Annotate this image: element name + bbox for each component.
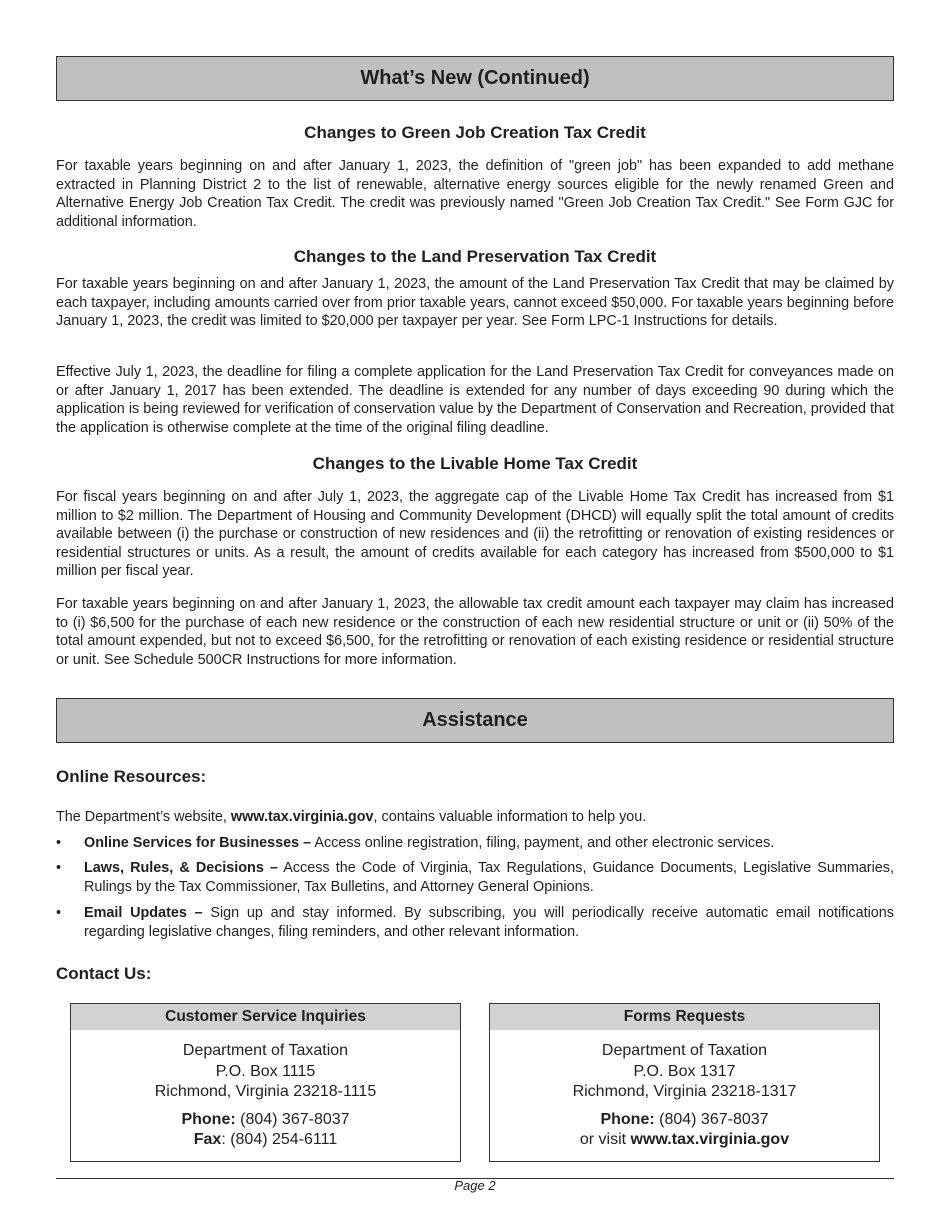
bullet-laws-rules: [56, 859, 894, 896]
customer-service-box: [70, 1003, 461, 1162]
customer-service-line-2: P.O. Box 1115: [215, 1062, 316, 1080]
bullet-laws-rules-text: Access the Code of Virginia, Tax Regulations, Guidance Documents, Legislative Summaries, Rulings by the Tax Commissioner, Tax Bulletins, and Attorney General Opinions.: [84, 860, 894, 895]
customer-service-fax: [71, 1130, 460, 1151]
green-job-heading: Changes to Green Job Creation Tax Credit: [304, 123, 646, 142]
bullet-laws-rules-label: Laws, Rules, & Decisions –: [84, 860, 278, 876]
forms-requests-line-2: P.O. Box 1317: [633, 1062, 736, 1080]
bullet-dot: •: [56, 905, 62, 921]
intro-text-before: The Department’s website,: [56, 809, 231, 825]
customer-service-phone: [71, 1110, 460, 1131]
green-job-paragraph: For taxable years beginning on and after January 1, 2023, the definition of "green job" has been expanded to add methane extracted in Planning District 2 to the list of renewable, alternative energy sources eligible for the newly renamed Green and Alternative Energy Job Creation Tax Credit. The credit was previously named "Green Job Creation Tax Credit." See Form GJC for additional information.: [56, 158, 894, 230]
phone-number: (804) 367-8037: [654, 1110, 769, 1128]
land-preservation-paragraph-1: For taxable years beginning on and after January 1, 2023, the amount of the Land Preservation Tax Credit that may be claimed by each taxpayer, including amounts carried over from prior taxable years, cannot exceed $50,000. For taxable years beginning before January 1, 2023, the credit was limited to $20,000 per taxpayer per year. See Form LPC-1 Instructions for details.: [56, 276, 894, 330]
livable-home-paragraph-2: For taxable years beginning on and after January 1, 2023, the allowable tax credit amount each taxpayer may claim has increased to (i) $6,500 for the purchase of each new residence or the construction of each new residential structure or unit or (ii) 50% of the total amount expended, but not to exceed $6,500, for the retrofitting or renovation of each existing residence or residential structure or unit. See Schedule 500CR Instructions for more information.: [56, 596, 894, 668]
forms-requests-title: Forms Requests: [490, 1004, 879, 1030]
forms-requests-visit: [490, 1130, 879, 1151]
customer-service-line-3: Richmond, Virginia 23218-1115: [154, 1083, 377, 1100]
whats-new-title: What’s New (Continued): [360, 67, 590, 89]
intro-website-link[interactable]: www.tax.virginia.gov: [230, 809, 374, 825]
customer-service-title: Customer Service Inquiries: [71, 1004, 460, 1030]
forms-requests-line-1: Department of Taxation: [601, 1042, 768, 1059]
bullet-email-updates: [56, 904, 894, 941]
forms-requests-line-3: Richmond, Virginia 23218-1317: [572, 1083, 797, 1100]
fax-number: : (804) 254-6111: [221, 1131, 338, 1148]
fax-label: Fax: [193, 1131, 222, 1148]
bullet-online-services: [56, 834, 894, 853]
bullet-email-updates-text: Sign up and stay informed. By subscribing, you will periodically receive automatic email notifications regarding legislative changes, filing reminders, and other relevant information.: [84, 905, 894, 940]
bullet-email-updates-label: Email Updates –: [84, 905, 203, 921]
customer-service-line-1: Department of Taxation: [182, 1042, 349, 1059]
forms-requests-phone: [490, 1110, 879, 1131]
bullet-online-services-text: Access online registration, filing, payment, and other electronic services.: [311, 835, 775, 851]
intro-text-after: , contains valuable information to help you.: [373, 809, 647, 825]
bullet-dot: •: [56, 860, 62, 876]
online-resources-heading: Online Resources:: [56, 767, 207, 786]
livable-home-heading: Changes to the Livable Home Tax Credit: [312, 454, 638, 473]
whats-new-banner: [56, 56, 894, 101]
land-preservation-heading: Changes to the Land Preservation Tax Credit: [293, 247, 657, 266]
visit-website-link[interactable]: www.tax.virginia.gov: [630, 1131, 790, 1148]
bullet-online-services-label: Online Services for Businesses –: [84, 835, 312, 851]
online-resources-intro: [56, 808, 894, 827]
forms-requests-box: [489, 1003, 880, 1162]
bullet-dot: •: [56, 835, 62, 851]
assistance-title: Assistance: [422, 709, 528, 731]
phone-label: Phone:: [181, 1110, 236, 1128]
livable-home-paragraph-1: For fiscal years beginning on and after July 1, 2023, the aggregate cap of the Livable Home Tax Credit has increased from $1 million to $2 million. The Department of Housing and Community Development (DHCD) will equally split the total amount of credits available between (i) the purchase or construction of new residences and (ii) the retrofitting or renovation of existing residences or residential structures or units. As a result, the amount of credits available for each category has increased from $500,000 to $1 million per fiscal year.: [56, 489, 894, 580]
phone-label: Phone:: [600, 1110, 655, 1128]
land-preservation-paragraph-2: Effective July 1, 2023, the deadline for filing a complete application for the Land Preservation Tax Credit for conveyances made on or after January 1, 2017 has been extended. The deadline is extended for any number of days exceeding 90 during which the application is being reviewed for verification of conservation value by the Department of Conservation and Recreation, provided that the application is otherwise complete at the time of the original filing deadline.: [56, 364, 894, 436]
phone-number: (804) 367-8037: [235, 1110, 350, 1128]
page-number: Page 2: [454, 1178, 496, 1193]
visit-text: or visit: [579, 1131, 631, 1148]
assistance-banner: [56, 698, 894, 743]
contact-us-heading: Contact Us:: [56, 964, 152, 983]
